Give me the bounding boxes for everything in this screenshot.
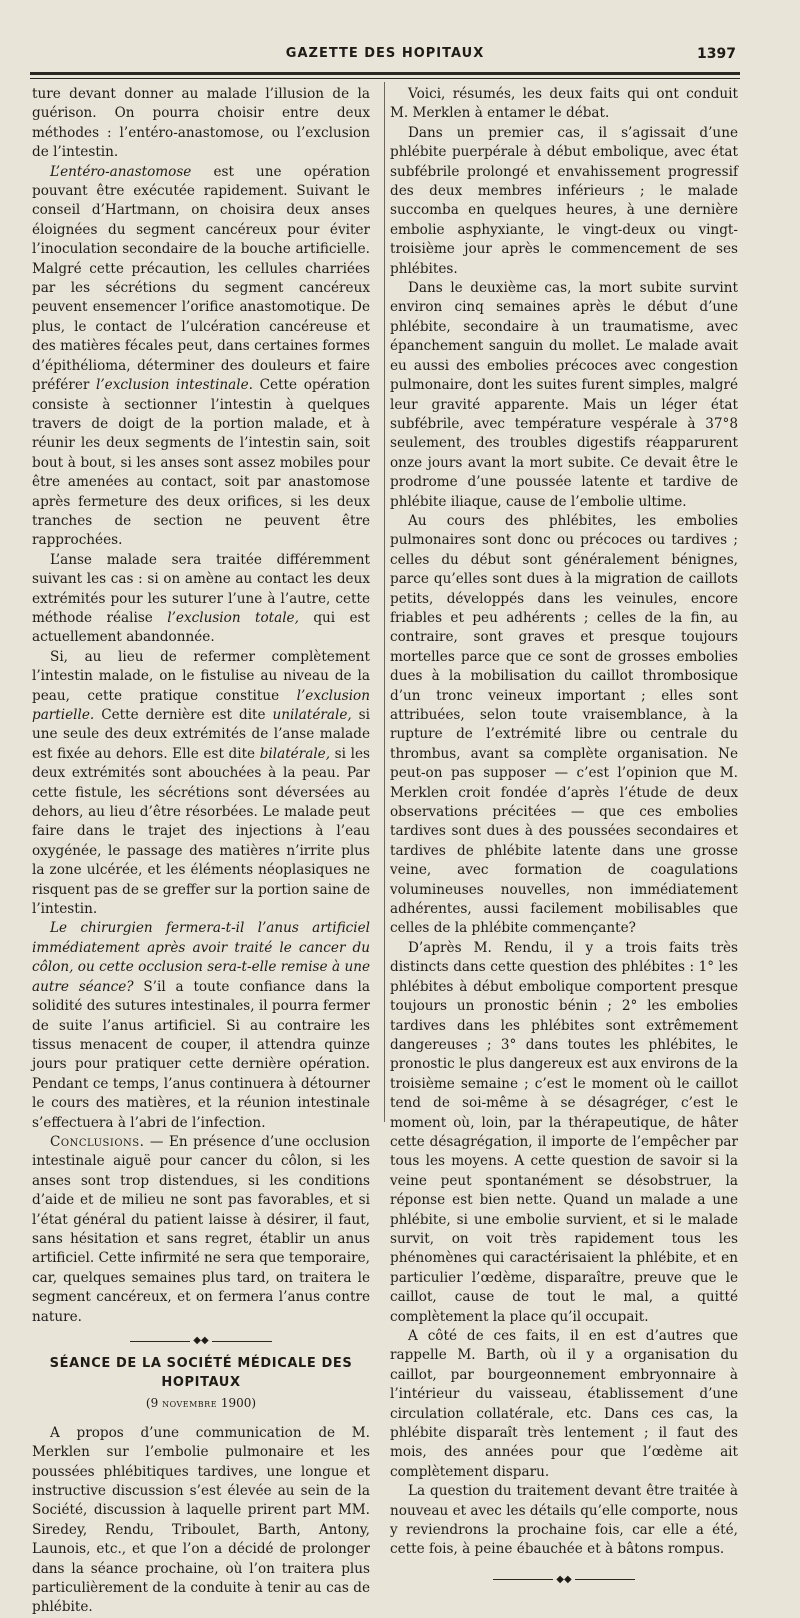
date-text: (9: [145, 1396, 163, 1411]
paragraph: [32, 919, 370, 1132]
section-date: [32, 1394, 370, 1413]
paragraph: Dans le deuxième cas, la mort subite survint environ cinq semaines après le début d’une phlébite, secondaire à un traumatisme, avec épanchement sanguin du mollet. Le malade avait eu aussi des embolies précoces avec congestion pulmonaire, dont les suites furent simples, malgré leur gravité apparente. Mais un léger état subfébrile, avec température vespérale à 37°8 seulement, des troubles digestifs réapparurent onze jours avant la mort subite. Ce devait être le prodrome d’une poussée latente et tardive de phlébite iliaque, cause de l’embolie ultime.: [390, 280, 738, 510]
date-month: novembre: [162, 1396, 218, 1411]
paragraph-text: si une seule des deux extrémités de l’anse malade est fixée au dehors. Elle est dite: [32, 707, 370, 762]
paragraph: A côté de ces faits, il en est d’autres que rappelle M. Barth, où il y a organisation du caillot, par bourgeonnement embryonnaire à l’intérieur du vaisseau, établissement d’une circulation collatérale, etc. Dans ces cas, la phlébite disparaît très lentement ; il faut des mois, des années pour que l’œdème ait complètement disparu.: [390, 1328, 738, 1480]
emphasis: l’exclusion partielle.: [32, 687, 370, 723]
paragraph: ture devant donner au malade l’illusion de la guérison. On pourra choisir entre deux méthodes : l’entéro-anastomose, ou l’exclusion de l’intestin.: [32, 86, 370, 161]
paragraph-text: si les deux extrémités sont abouchées à la peau. Par cette fistule, les sécrétions sont déversées au dehors, au lieu d’être résorbées. Le malade peut faire dans le trajet des injections à l’eau oxygénée, le passage des matières n’irrite plus la zone ulcérée, et les éléments néoplasiques ne risquent pas de se greffer sur la portion saine de l’intestin.: [32, 745, 370, 918]
paragraph-text: Si, au lieu de refermer complètement l’intestin malade, on le fistulise au niveau de la peau, cette pratique constitue: [32, 648, 370, 704]
paragraph: D’après M. Rendu, il y a trois faits très distincts dans cette question des phlébites : 1° les phlébites à début embolique comportent presque toujours un pronostic bénin ; 2° les embolies tardives dans les phlébites sont extrêmement dangereuses ; 3° dans toutes les phlébites, le pronostic le plus dangereux est aux environs de la troisième semaine ; c’est le moment où le caillot tend de soi-même à se désagréger, c’est le moment où, loin, par la thérapeutique, de hâter cette désagrégation, il importe de l’empêcher par tous les moyens. A cette question de savoir si la veine peut spontanément se désobstruer, la réponse est bien nette. Quand un malade a une phlébite, si une embolie survient, et si le malade survit, on voit très rapidement tous les phénomènes qui caractérisaient la phlébite, et en particulier l’œdème, disparaître, preuve que le caillot, cause de tout le mal, a quitté complètement la place qu’il occupait.: [390, 939, 738, 1325]
ornament-divider: ◆◆: [390, 1574, 738, 1587]
paragraph-text: est une opération pouvant être exécutée rapidement. Suivant le conseil d’Hartmann, on choisira deux anses éloignées du segment cancéreux pour éviter l’inoculation secondaire de la bouche artificielle. Malgré cette précaution, les cellules charriées par les sécrétions du segment cancéreux peuvent ensemencer l’orifice anastomotique. De plus, le contact de l’ulcération cancéreuse et des matières fécales peut, dans certaines formes d’épithélioma, déterminer des douleurs et faire préférer: [32, 163, 370, 394]
right-column: [390, 85, 738, 1592]
emphasis: unilatérale,: [272, 707, 352, 723]
emphasis: l’exclusion intestinale.: [96, 377, 253, 394]
section-title: SÉANCE DE LA SOCIÉTÉ MÉDICALE DES HOPITAUX: [49, 1355, 353, 1390]
paragraph-text: Cette dernière est dite: [94, 707, 273, 723]
journal-title: GAZETTE DES HOPITAUX: [285, 46, 485, 61]
paragraph: [32, 163, 370, 551]
paragraph: [32, 1133, 370, 1327]
running-header: [30, 46, 740, 66]
paragraph: [32, 551, 370, 648]
column-divider: [384, 82, 385, 1122]
paragraph: Dans un premier cas, il s’agissait d’une phlébite puerpérale à début embolique, avec état subfébrile prolongé et envahissement progressif des deux membres inférieurs ; le malade succomba en quelques heures, à une dernière embolie asphyxiante, le vingt-deux ou vingt-troisième jour après le commencement de ses phlébites.: [390, 124, 738, 277]
emphasis: L’entéro-anastomose: [50, 163, 192, 180]
paragraph-text: qui est actuellement abandonnée.: [32, 609, 370, 646]
date-text: 1900): [217, 1396, 257, 1411]
paragraph-text: S’il a toute confiance dans la solidité des sutures intestinales, il pourra fermer de suite l’anus artificiel. Si au contraire les tissus menacent de couper, il attendra quinze jours pour pratiquer cette dernière opération. Pendant ce temps, l’anus continuera à détourner le cours des matières, et la réunion intestinale s’effectuera à l’abri de l’infection.: [32, 978, 370, 1131]
paragraph-text: Cette opération consiste à sectionner l’intestin à quelques travers de doigt de la portion malade, et à réunir les deux segments de l’intestin sain, soit bout à bout, si les anses sont assez mobiles pour être amenées au contact, soit par anastomose après fermeture des deux orifices, si les deux tranches de section ne peuvent être rapprochées.: [32, 377, 370, 549]
paragraph: La question du traitement devant être traitée à nouveau et avec les détails qu’elle comporte, nous y reviendrons la prochaine fois, car elle a été, cette fois, à peine ébauchée et à bâtons rompus.: [390, 1483, 738, 1558]
page-number: 1397: [697, 46, 736, 62]
conclusions-heading: Conclusions.: [50, 1133, 145, 1150]
paragraph: A propos d’une communication de M. Merklen sur l’embolie pulmonaire et les poussées phlébitiques tardives, une longue et instructive discussion s’est élevée au sein de la Société, discussion à laquelle prirent part MM. Siredey, Rendu, Triboulet, Barth, Antony, Launois, etc., et que l’on a décidé de prolonger dans la séance prochaine, où l’on traitera plus particulièrement de la conduite à tenir au cas de phlébite.: [32, 1424, 370, 1616]
ornament-divider: ◆◆: [32, 1335, 370, 1348]
paragraph: Voici, résumés, les deux faits qui ont conduit M. Merklen à entamer le débat.: [390, 86, 738, 122]
emphasis: l’exclusion totale,: [167, 609, 299, 626]
emphasis: Le chirurgien fermera-t-il l’anus artificiel immédiatement après avoir traité le cancer du côlon, ou cette occlusion sera-t-elle remise à une autre séance?: [32, 920, 370, 995]
paragraph-text: L’anse malade sera traitée différemment suivant les cas : si on amène au contact les deux extrémités pour les suturer l’une à l’autre, cette méthode réalise: [32, 551, 370, 626]
left-column: [32, 85, 370, 1618]
header-rule-thick: [30, 72, 740, 75]
paragraph: Au cours des phlébites, les embolies pulmonaires sont donc ou précoces ou tardives ; celles du début sont généralement bénignes, parce qu’elles sont dues à la migration de caillots petits, développés dans les veinules, encore friables et peu adhérents ; celles de la fin, au contraire, sont graves et presque toujours mortelles parce que ce sont de grosses embolies dues à la mobilisation du caillot thrombosique d’un tronc veineux important ; elles sont attribuées, selon toute vraisemblance, à la rupture de l’extrémité libre ou centrale du thrombus, avant sa complète organisation. Ne peut-on pas supposer — c’est l’opinion que M. Merklen croit fondée d’après l’étude de deux observations précitées — que ces embolies tardives sont dues à des poussées secondaires et tardives de phlébite latente dans une grosse veine, avec formation de coagulations volumineuses nouvelles, non immédiatement adhérentes, aussi facilement mobilisables que celles de la phlébite commençante?: [390, 512, 738, 937]
paragraph: [32, 648, 370, 920]
emphasis: bilatérale,: [259, 745, 331, 762]
header-rule-thin: [30, 78, 740, 79]
paragraph-text: — En présence d’une occlusion intestinale aiguë pour cancer du côlon, si les anses sont trop distendues, si les conditions d’aide et de milieu ne sont pas favorables, et si l’état général du patient laisse à désirer, il faut, sans hésitation et sans regret, établir un anus artificiel. Cette infirmité ne sera que temporaire, car, quelques semaines plus tard, on traitera le segment cancéreux, et on fermera l’anus contre nature.: [32, 1133, 370, 1325]
